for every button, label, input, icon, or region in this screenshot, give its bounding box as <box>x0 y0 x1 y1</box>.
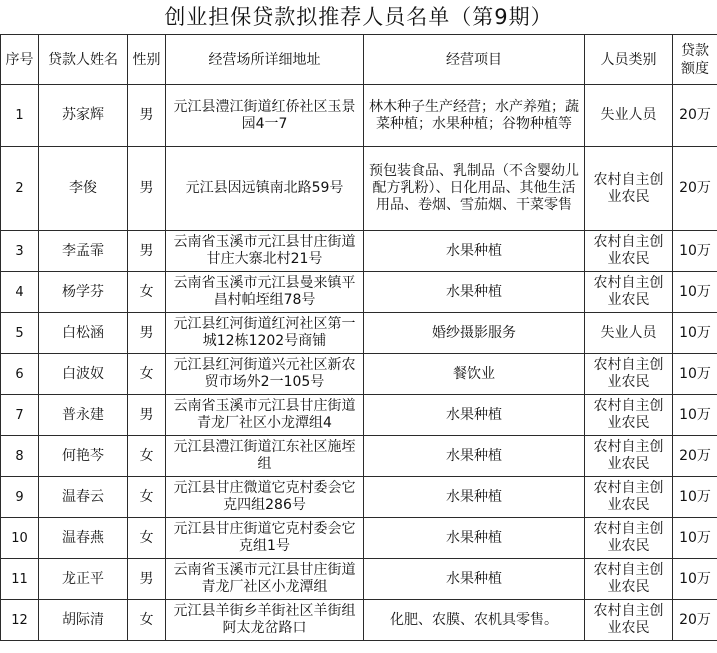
cell-seq: 7 <box>1 395 39 436</box>
cell-amount: 10万 <box>673 272 717 313</box>
table-row <box>1 147 717 231</box>
cell-name: 胡际清 <box>39 600 128 641</box>
cell-gender: 男 <box>128 85 166 147</box>
cell-category: 农村自主创业农民 <box>585 147 673 231</box>
cell-gender: 男 <box>128 231 166 272</box>
cell-gender: 女 <box>128 272 166 313</box>
cell-name: 李孟霏 <box>39 231 128 272</box>
cell-amount: 10万 <box>673 395 717 436</box>
cell-business: 水果种植 <box>364 477 585 518</box>
table-row <box>1 600 717 641</box>
cell-gender: 男 <box>128 395 166 436</box>
cell-category: 农村自主创业农民 <box>585 600 673 641</box>
cell-business: 餐饮业 <box>364 354 585 395</box>
cell-business: 婚纱摄影服务 <box>364 313 585 354</box>
cell-seq: 9 <box>1 477 39 518</box>
col-header-amount: 贷款额度 <box>673 35 717 85</box>
cell-category: 失业人员 <box>585 85 673 147</box>
cell-category: 农村自主创业农民 <box>585 518 673 559</box>
cell-seq: 4 <box>1 272 39 313</box>
cell-gender: 女 <box>128 436 166 477</box>
cell-gender: 女 <box>128 600 166 641</box>
cell-name: 龙正平 <box>39 559 128 600</box>
cell-category: 失业人员 <box>585 313 673 354</box>
table-row <box>1 436 717 477</box>
cell-address: 元江县甘庄街道它克村委会它克组1号 <box>166 518 364 559</box>
cell-gender: 男 <box>128 313 166 354</box>
col-header-business: 经营项目 <box>364 35 585 85</box>
table-row <box>1 354 717 395</box>
cell-business: 水果种植 <box>364 436 585 477</box>
cell-gender: 女 <box>128 518 166 559</box>
cell-category: 农村自主创业农民 <box>585 231 673 272</box>
cell-business: 林木种子生产经营；水产养殖；蔬菜种植；水果种植；谷物种植等 <box>364 85 585 147</box>
cell-amount: 10万 <box>673 559 717 600</box>
col-header-seq: 序号 <box>1 35 39 85</box>
cell-address: 元江县澧江街道红侨社区玉景园4一7 <box>166 85 364 147</box>
cell-address: 元江县红河街道红河社区第一城12栋1202号商铺 <box>166 313 364 354</box>
cell-address: 元江县羊街乡羊街社区羊街组阿太龙岔路口 <box>166 600 364 641</box>
cell-category: 农村自主创业农民 <box>585 436 673 477</box>
cell-business: 水果种植 <box>364 231 585 272</box>
cell-business: 预包装食品、乳制品（不含婴幼儿配方乳粉）、日化用品、其他生活用品、卷烟、雪茄烟、干菜零售 <box>364 147 585 231</box>
cell-seq: 3 <box>1 231 39 272</box>
col-header-name: 贷款人姓名 <box>39 35 128 85</box>
cell-address: 云南省玉溪市元江县甘庄街道青龙厂社区小龙潭组 <box>166 559 364 600</box>
col-header-category: 人员类别 <box>585 35 673 85</box>
cell-seq: 6 <box>1 354 39 395</box>
cell-business: 水果种植 <box>364 518 585 559</box>
cell-seq: 10 <box>1 518 39 559</box>
table-row <box>1 231 717 272</box>
cell-seq: 5 <box>1 313 39 354</box>
cell-category: 农村自主创业农民 <box>585 559 673 600</box>
table-row <box>1 477 717 518</box>
cell-amount: 10万 <box>673 354 717 395</box>
cell-name: 何艳芩 <box>39 436 128 477</box>
cell-amount: 20万 <box>673 85 717 147</box>
cell-category: 农村自主创业农民 <box>585 272 673 313</box>
cell-gender: 女 <box>128 477 166 518</box>
cell-name: 温春云 <box>39 477 128 518</box>
col-header-address: 经营场所详细地址 <box>166 35 364 85</box>
cell-name: 李俊 <box>39 147 128 231</box>
cell-seq: 12 <box>1 600 39 641</box>
cell-category: 农村自主创业农民 <box>585 395 673 436</box>
cell-amount: 20万 <box>673 436 717 477</box>
cell-amount: 10万 <box>673 313 717 354</box>
cell-gender: 男 <box>128 559 166 600</box>
cell-amount: 10万 <box>673 231 717 272</box>
cell-address: 云南省玉溪市元江县曼来镇平昌村帕垤组78号 <box>166 272 364 313</box>
table-row <box>1 559 717 600</box>
cell-business: 化肥、农膜、农机具零售。 <box>364 600 585 641</box>
cell-business: 水果种植 <box>364 272 585 313</box>
header-row <box>1 35 717 85</box>
cell-name: 白松涵 <box>39 313 128 354</box>
cell-address: 元江县澧江街道江东社区施垤组 <box>166 436 364 477</box>
cell-address: 元江县因远镇南北路59号 <box>166 147 364 231</box>
cell-business: 水果种植 <box>364 395 585 436</box>
cell-amount: 20万 <box>673 600 717 641</box>
recommendation-table <box>0 34 717 641</box>
table-row <box>1 395 717 436</box>
cell-name: 白波奴 <box>39 354 128 395</box>
col-header-gender: 性别 <box>128 35 166 85</box>
cell-name: 温春燕 <box>39 518 128 559</box>
cell-gender: 男 <box>128 147 166 231</box>
cell-address: 元江县甘庄微道它克村委会它克四组286号 <box>166 477 364 518</box>
cell-address: 元江县红河街道兴元社区新农贸市场外2一105号 <box>166 354 364 395</box>
cell-address: 云南省玉溪市元江县甘庄街道青龙厂社区小龙潭组4 <box>166 395 364 436</box>
cell-address: 云南省玉溪市元江县甘庄街道甘庄大寨北村21号 <box>166 231 364 272</box>
cell-amount: 10万 <box>673 518 717 559</box>
table-row <box>1 272 717 313</box>
cell-seq: 8 <box>1 436 39 477</box>
table-row <box>1 85 717 147</box>
cell-seq: 11 <box>1 559 39 600</box>
cell-name: 杨学芬 <box>39 272 128 313</box>
cell-name: 普永建 <box>39 395 128 436</box>
cell-amount: 20万 <box>673 147 717 231</box>
table-row <box>1 518 717 559</box>
cell-category: 农村自主创业农民 <box>585 477 673 518</box>
cell-category: 农村自主创业农民 <box>585 354 673 395</box>
cell-seq: 2 <box>1 147 39 231</box>
cell-name: 苏家辉 <box>39 85 128 147</box>
table-row <box>1 313 717 354</box>
cell-seq: 1 <box>1 85 39 147</box>
cell-gender: 女 <box>128 354 166 395</box>
cell-business: 水果种植 <box>364 559 585 600</box>
cell-amount: 10万 <box>673 477 717 518</box>
page-title: 创业担保贷款拟推荐人员名单（第9期） <box>164 5 553 29</box>
